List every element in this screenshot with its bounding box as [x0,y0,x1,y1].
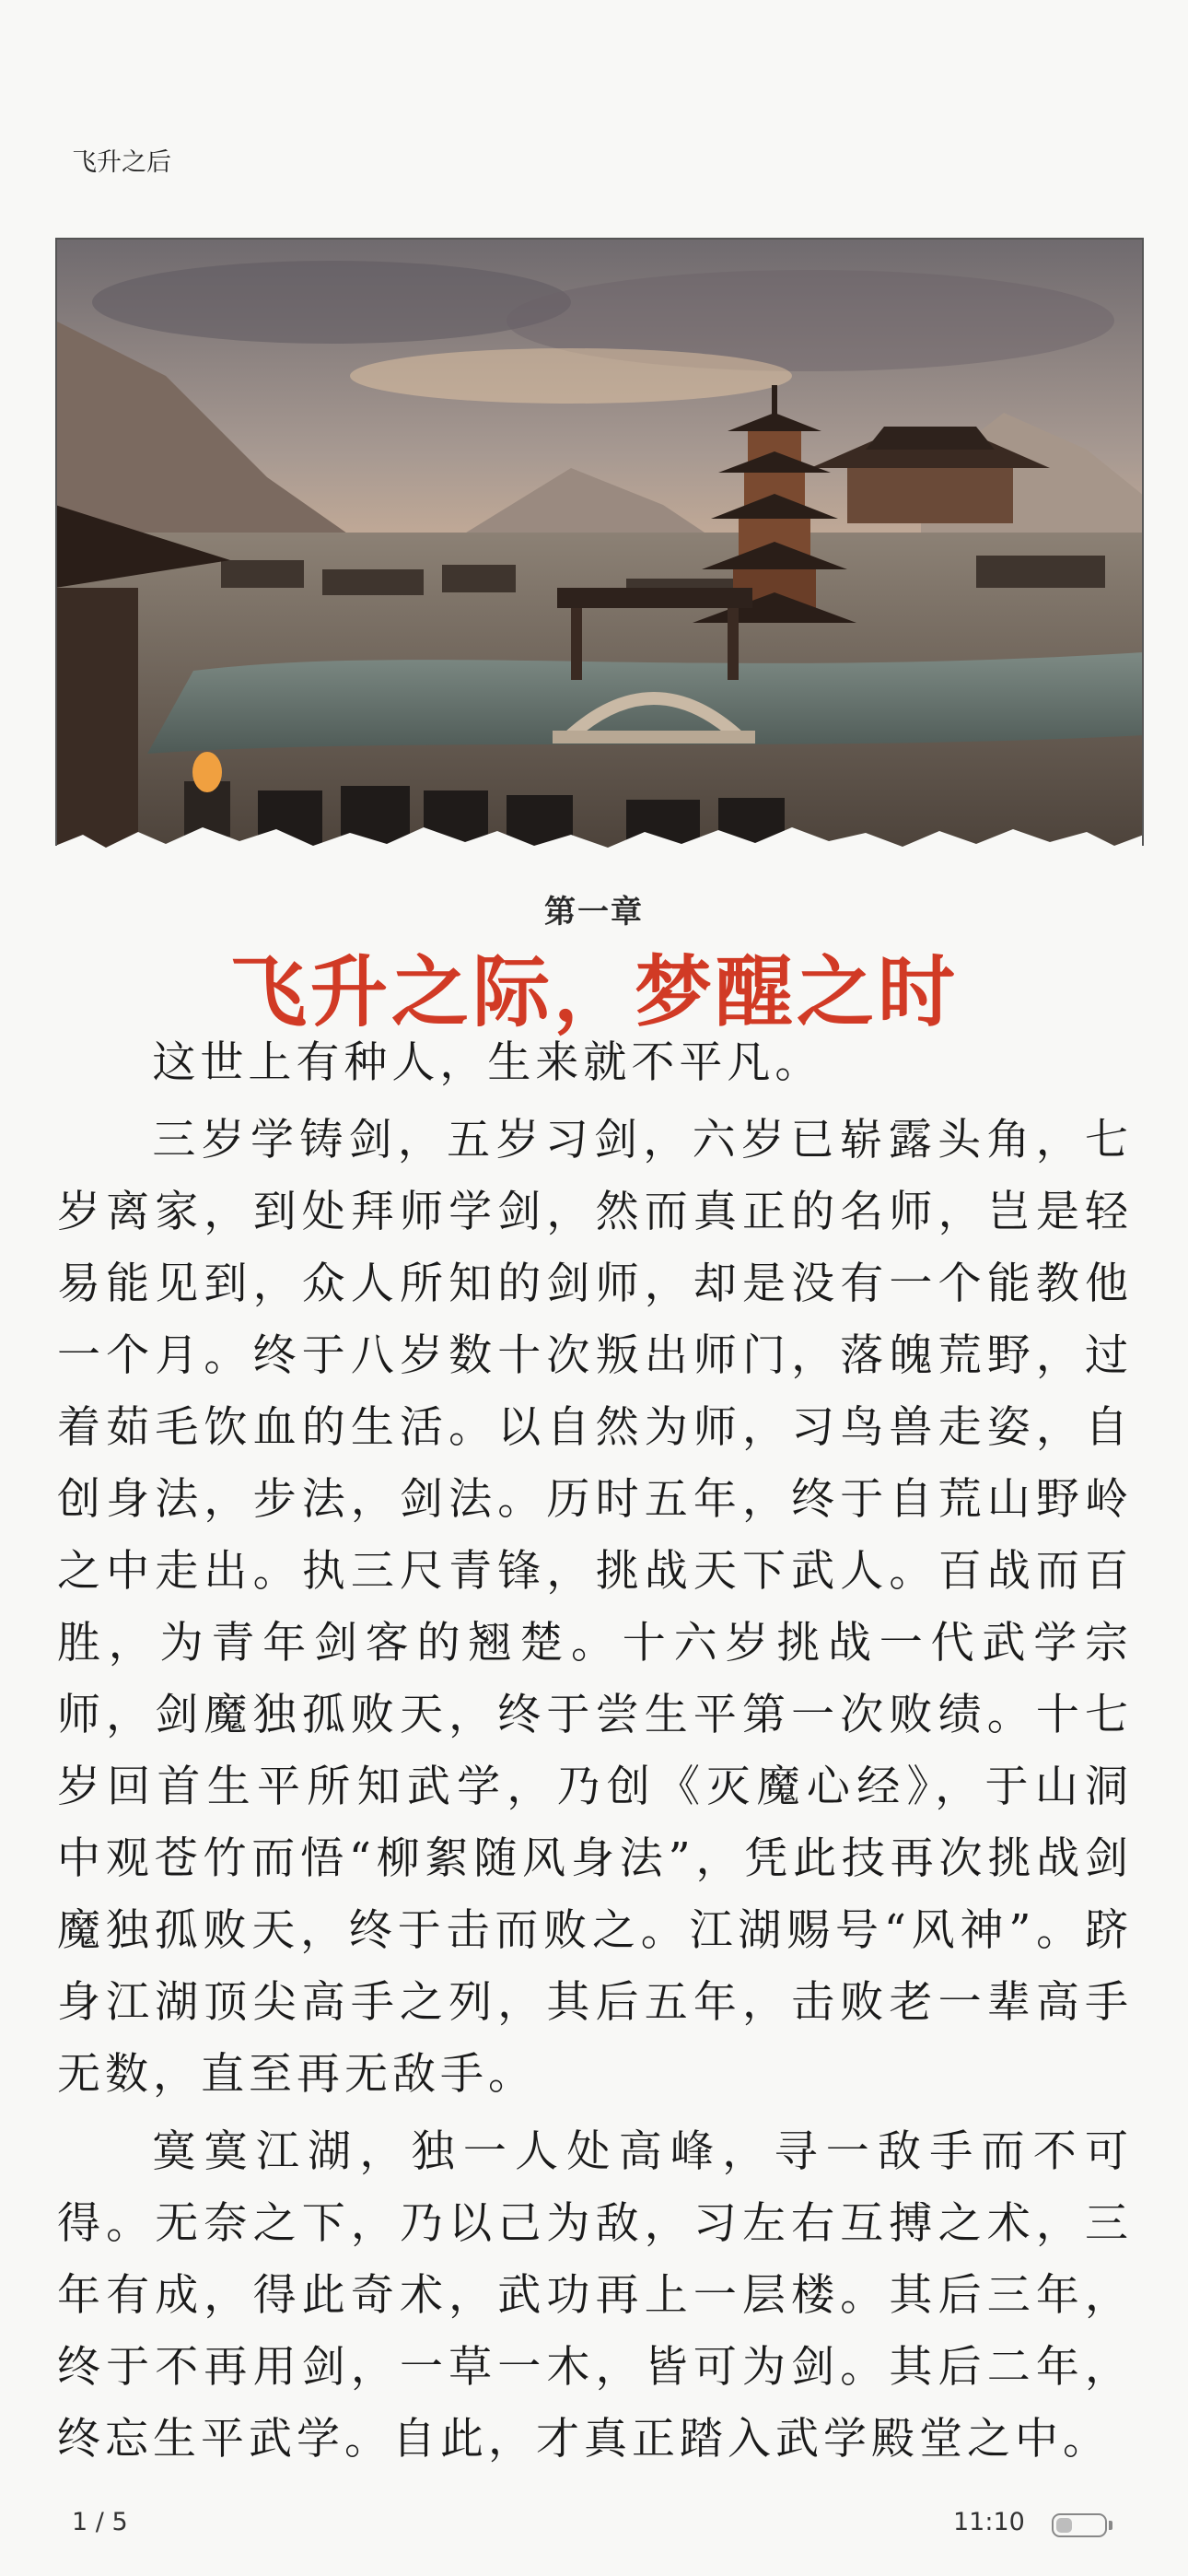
paragraph: 三岁学铸剑，五岁习剑，六岁已崭露头角，七岁离家，到处拜师学剑，然而真正的名师，岂是轻易能见到，众人所知的剑师，却是没有一个能教他一个月。终于八岁数十次叛出师门，落魄荒野，过着茹毛饮血的生活。以自然为师，习鸟兽走姿，自创身法，步法，剑法。历时五年，终于自荒山野岭之中走出。执三尺青锋，挑战天下武人。百战而百胜，为青年剑客的翘楚。十六岁挑战一代武学宗师，剑魔独孤败天，终于尝生平第一次败绩。十七岁回首生平所知武学，乃创《灭魔心经》，于山洞中观苍竹而悟“柳絮随风身法”，凭此技再次挑战剑魔独孤败天，终于击而败之。江湖赐号“风神”。跻身江湖顶尖高手之列，其后五年，击败老一辈高手无数，直至再无敌手。 [57,1115,1133,2100]
battery-level [1056,2518,1072,2533]
chapter-illustration [55,238,1144,864]
page-indicator: 1 / 5 [72,2508,128,2536]
battery-tip [1109,2521,1112,2530]
paragraph: 这世上有种人，生来就不平凡。 [152,1037,823,1088]
chapter-number: 第一章 [544,894,644,931]
chapter-content [57,1027,1133,2481]
book-title: 飞升之后 [72,148,171,177]
battery-icon [1052,2513,1107,2537]
paragraph: 寞寞江湖，独一人处高峰，寻一敌手而不可得。无奈之下，乃以己为敌，习左右互搏之术，三年有成，得此奇术，武功再上一层楼。其后三年，终于不再用剑，一草一木，皆可为剑。其后二年，终忘生平武学。自此，才真正踏入武学殿堂之中。 [57,2126,1133,2465]
ancient-city-illustration-icon [55,238,1144,864]
clock: 11:10 [953,2508,1025,2536]
chapter-title: 飞升之际，梦醒之时 [228,947,959,1037]
